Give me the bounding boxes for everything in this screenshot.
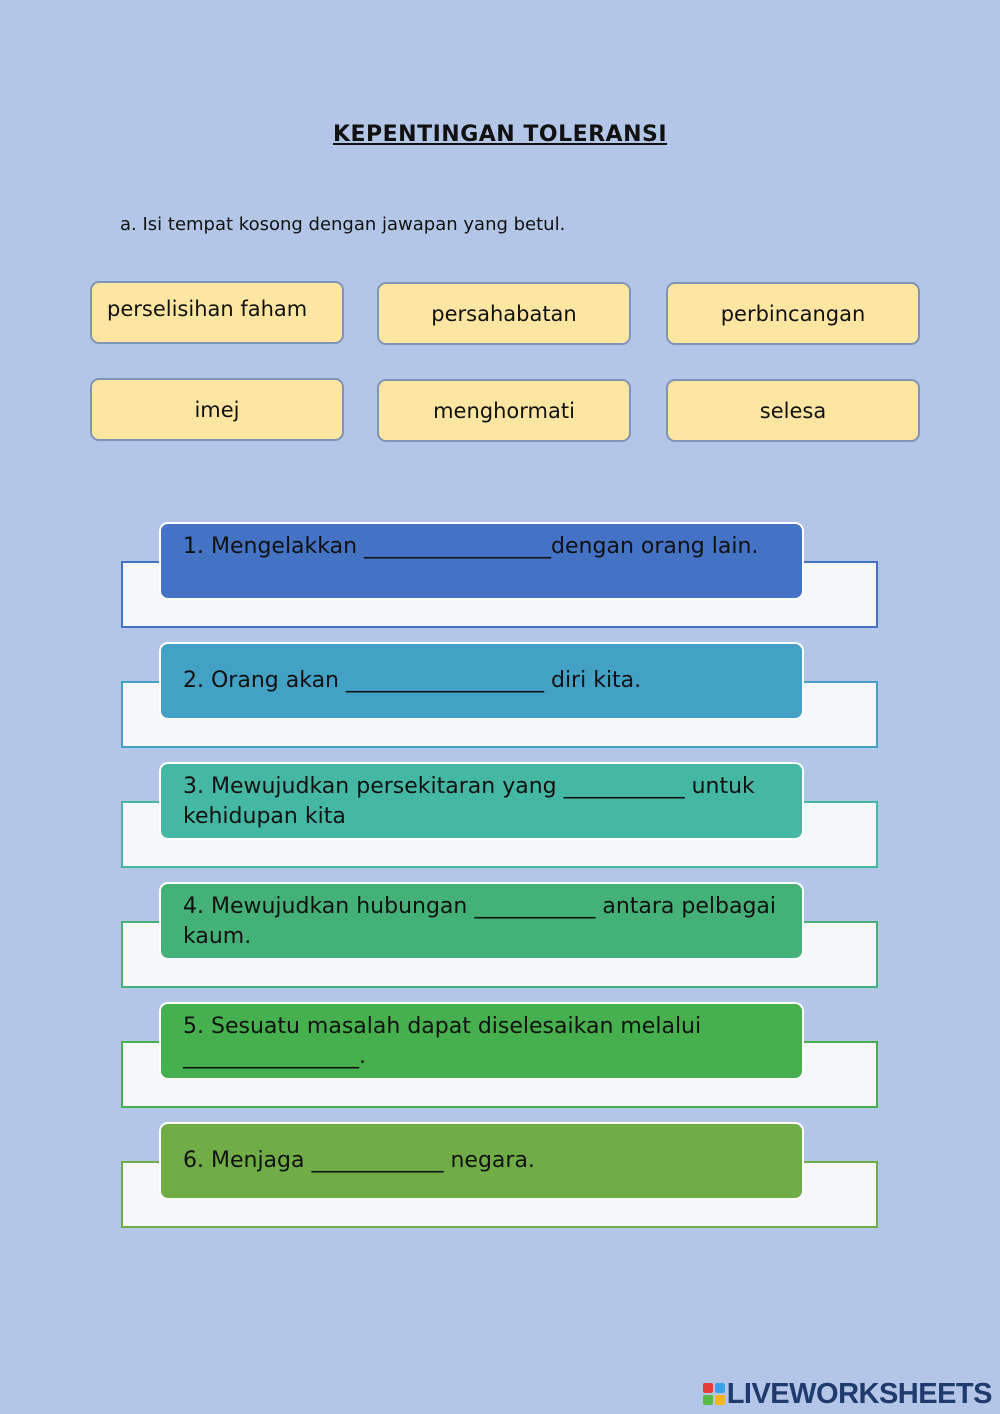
word-option[interactable]: imej [90, 378, 344, 441]
word-option[interactable]: perbincangan [666, 282, 920, 345]
question-card: 3. Mewujudkan persekitaran yang ___________ untuk kehidupan kita [159, 762, 804, 840]
word-option[interactable]: persahabatan [377, 282, 631, 345]
word-option[interactable]: menghormati [377, 379, 631, 442]
question-card: 1. Mengelakkan _________________dengan orang lain. [159, 522, 804, 600]
question-text: 6. Menjaga ____________ negara. [183, 1148, 535, 1173]
question-text: 2. Orang akan __________________ diri kita. [183, 668, 642, 693]
liveworksheets-logo [703, 1374, 992, 1414]
question-card [159, 1122, 804, 1200]
logo-square [703, 1383, 713, 1393]
page-title: KEPENTINGAN TOLERANSI [332, 122, 668, 147]
logo-square [715, 1395, 725, 1405]
question-card: 5. Sesuatu masalah dapat diselesaikan melalui ________________. [159, 1002, 804, 1080]
logo-text: LIVEWORKSHEETS [726, 1377, 992, 1410]
word-option[interactable]: perselisihan faham [90, 281, 344, 344]
question-card: 4. Mewujudkan hubungan ___________ antara pelbagai kaum. [159, 882, 804, 960]
logo-square [715, 1383, 725, 1393]
word-option[interactable]: selesa [666, 379, 920, 442]
logo-square [703, 1395, 713, 1405]
question-card [159, 642, 804, 720]
liveworksheets-logo-icon [703, 1383, 725, 1405]
instruction-text: a. Isi tempat kosong dengan jawapan yang betul. [120, 214, 566, 235]
